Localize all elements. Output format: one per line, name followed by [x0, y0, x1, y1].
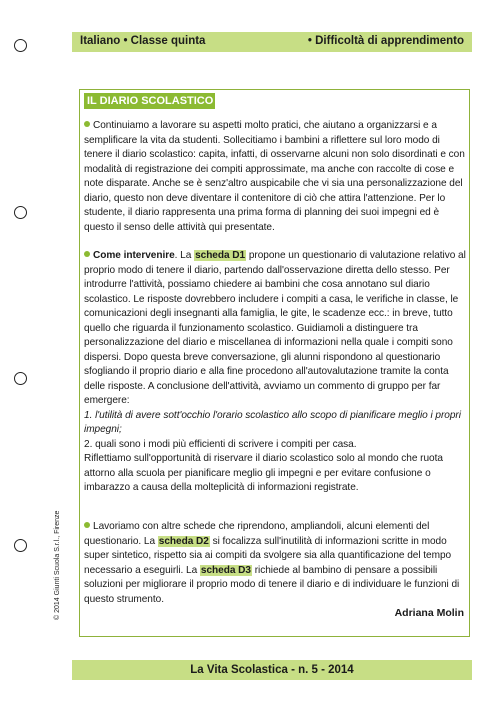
bullet-icon — [84, 522, 90, 528]
binder-hole-3 — [14, 372, 27, 385]
lead-label: Come intervenire — [93, 250, 175, 261]
paragraph-intervenire — [84, 249, 467, 496]
author-name: Adriana Molin — [394, 607, 464, 619]
lead-dot: . La — [174, 250, 195, 261]
section-title: IL DIARIO SCOLASTICO — [84, 93, 215, 109]
scheda-d3-highlight: scheda D3 — [200, 564, 251, 576]
paragraph-schede — [84, 520, 467, 607]
page-footer: La Vita Scolastica - n. 5 - 2014 — [72, 660, 472, 680]
list-item-1: 1. l'utilità di avere sott'occhio l'orario scolastico allo scopo di pianificare meglio i propri impegni; — [84, 409, 461, 435]
bullet-icon — [84, 251, 90, 257]
scheda-d2-highlight: scheda D2 — [158, 535, 209, 547]
binder-hole-1 — [14, 39, 27, 52]
scheda-d1-highlight: scheda D1 — [195, 250, 246, 261]
paragraph-intervenire-text: propone un questionario di valutazione relativo al proprio modo di tenere il diario, partendo dall'osservazione diretta dello stesso. Per introdurre l'attività, possiamo chiedere ai bambini che cosa annotano sul diario scolastico. Le risposte dovrebbero includere i compiti a casa, le verifiche in classe, le comunicazioni degli insegnanti alla famiglia, le gite, le scadenze ecc.: in breve, tutto quello che riguarda il funzionamento scolastico. Guidiamoli a distinguere tra personalizzazione del diario e miscellanea di informazioni nella quale i compiti sono dispersi. Dopo questa breve conversazione, gli alunni rispondono al questionario sfogliando il proprio diario e alla fine procedono all'autovalutazione tramite la conta delle risposte. A conclusione dell'attività, avviamo un commento di gruppo per far emergere: — [84, 250, 466, 406]
schede-text-b: si focalizza sull'inutilità di informazioni scritte in modo super sintetico, rispetto sia ai compiti da svolgere sia alla quantificazione del tempo necessario a eseguirli. La — [84, 535, 452, 576]
binder-hole-2 — [14, 206, 27, 219]
page-header — [72, 32, 472, 52]
header-subject: Italiano • Classe quinta — [80, 35, 206, 47]
paragraph-intro-text: Continuiamo a lavorare su aspetti molto pratici, che aiutano a organizzarsi e a semplificare la vita da studenti. Sollecitiamo i bambini a riflettere sul loro modo di tenere il diario scolastico: capita, infatti, di osservarne alcuni non solo disordinati e con modalità di registrazione dei compiti approssimate, ma anche con raccolte di cose e note disparate. Anche se è senz'altro auspicabile che vi sia una personalizzazione del diario, questo non deve diventare il contenitore di ciò che attira l'attenzione. Per lo studente, il diario rappresenta una prima forma di planning dei suoi impegni ed è questo il senso delle attività qui presentate. — [84, 120, 465, 233]
bullet-icon — [84, 121, 90, 127]
list-item-2: 2. quali sono i modi più efficienti di scrivere i compiti per casa. — [84, 438, 357, 450]
schede-text-c: richiede al bambino di pensare a possibili soluzioni per migliorare il proprio modo di tenere il diario e di individuare le funzioni di questo strumento. — [84, 564, 460, 605]
paragraph-closing: Riflettiamo sull'opportunità di riservare il diario scolastico solo al mondo che ruota attorno alla scuola per pianificare meglio gli impegni e per evitare confusione o imbarazzo a causa della molteplicità di informazioni registrate. — [84, 453, 443, 493]
paragraph-intro — [84, 119, 467, 235]
binder-hole-4 — [14, 539, 27, 552]
copyright-notice: © 2014 Giunti Scuola S.r.l., Firenze — [54, 510, 61, 620]
schede-text-a: Lavoriamo con altre schede che riprendono, ampliandoli, alcuni elementi del questionario. La — [84, 521, 430, 547]
header-topic: • Difficoltà di apprendimento — [307, 35, 464, 47]
